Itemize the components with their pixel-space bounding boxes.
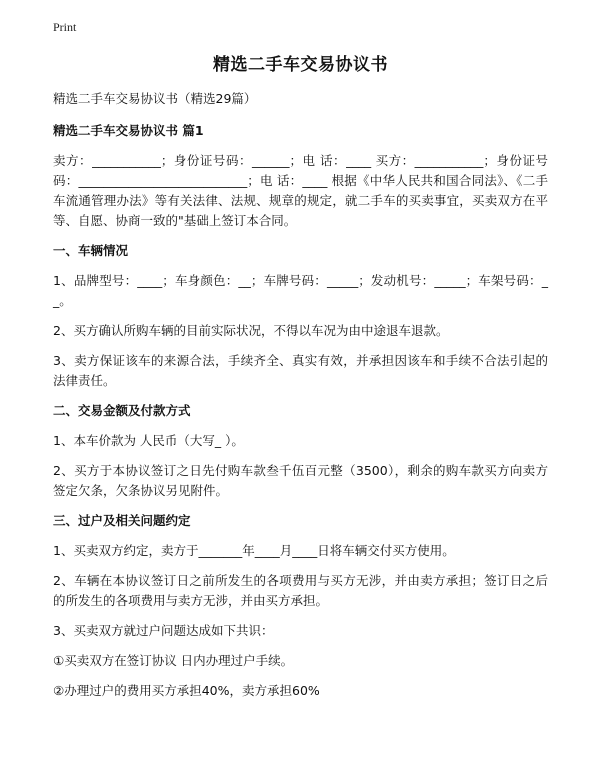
vehicle-paragraph-3: 3、卖方保证该车的来源合法，手续齐全、真实有效，并承担因该车和手续不合法引起的法律责任。	[53, 353, 548, 388]
intro-paragraph: 卖方：___________；身份证号码：______；电 话：____ 买方：___________；身份证号码：___________________________；电 话：____ 根据《中华人民共和国合同法》、《二手车流通管理办法》等有关法律、法规、规章的规定，就二手车的买卖事宜，买卖双方在平等、自愿、协商一致的"基础上签订本合同。	[53, 153, 548, 228]
document-subtitle: 精选二手车交易协议书（精选29篇）	[53, 91, 257, 106]
transfer-paragraph-4: ①买卖双方在签订协议 日内办理过户手续。	[53, 653, 294, 668]
print-link[interactable]: Print	[53, 20, 77, 34]
payment-paragraph-2: 2、买方于本协议签订之日先付购车款叁千伍百元整（3500），剩余的购车款买方向卖方签定欠条，欠条协议另见附件。	[53, 463, 548, 498]
section-heading-payment: 二、交易金额及付款方式	[53, 403, 191, 418]
payment-paragraph-1: 1、本车价款为 人民币（大写_ ）。	[53, 433, 244, 448]
section-heading-vehicle: 一、车辆情况	[53, 243, 129, 258]
document-body	[53, 50, 548, 711]
transfer-paragraph-1: 1、买卖双方约定，卖方于_______年____月____日将车辆交付买方使用。	[53, 543, 455, 558]
article-title: 精选二手车交易协议书 篇1	[53, 123, 204, 138]
vehicle-paragraph-1: 1、品牌型号：____；车身颜色：__；车牌号码：_____；发动机号：_____；车架号码：__。	[53, 273, 548, 308]
transfer-paragraph-2: 2、车辆在本协议签订日之前所发生的各项费用与买方无涉，并由卖方承担；签订日之后的所发生的各项费用与卖方无涉，并由买方承担。	[53, 573, 548, 608]
document-title: 精选二手车交易协议书	[213, 55, 388, 75]
transfer-paragraph-3: 3、买卖双方就过户问题达成如下共识：	[53, 623, 274, 638]
section-heading-transfer: 三、过户及相关问题约定	[53, 513, 191, 528]
transfer-paragraph-5: ②办理过户的费用买方承担40%，卖方承担60%	[53, 683, 320, 698]
vehicle-paragraph-2: 2、买方确认所购车辆的目前实际状况，不得以车况为由中途退车退款。	[53, 323, 449, 338]
